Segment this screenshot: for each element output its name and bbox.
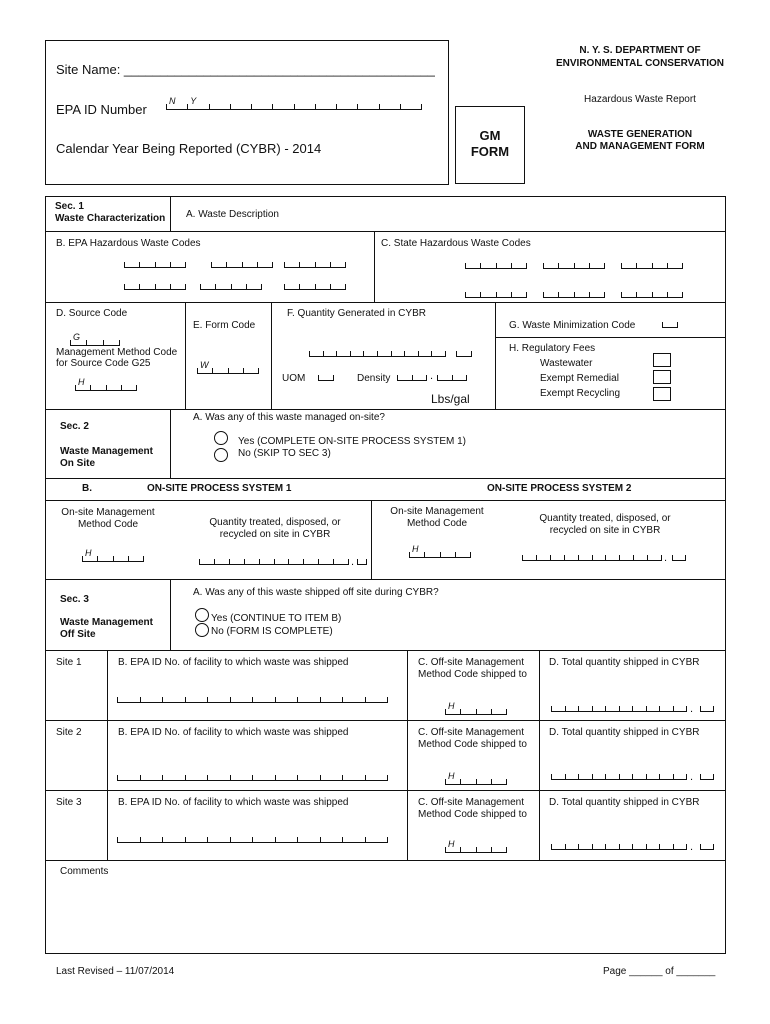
system1-h-prefix: H	[85, 548, 92, 558]
quantity-decimal-field[interactable]	[456, 347, 472, 357]
last-revised: Last Revised – 11/07/2014	[56, 966, 175, 977]
sec2-heading: Sec. 2	[60, 421, 89, 432]
epa-id-field[interactable]	[166, 96, 422, 110]
state-code-field[interactable]	[465, 288, 527, 298]
gm-form-line2: FORM	[470, 144, 510, 159]
site1-h-prefix: H	[448, 701, 455, 711]
source-code-prefix: G	[73, 332, 81, 342]
site1-offsite-field[interactable]	[445, 701, 507, 715]
system2-qty-label-2: recycled on site in CYBR	[549, 525, 661, 536]
density-fraction-field[interactable]	[437, 371, 467, 381]
density-whole-field[interactable]	[397, 371, 427, 381]
site3-epa-label: B. EPA ID No. of facility to which waste was shipped	[118, 797, 349, 808]
mgmt-method-field[interactable]	[75, 377, 137, 391]
sec3-line-1	[45, 720, 726, 721]
system1-mgmt-label-1: On-site Management	[61, 507, 155, 518]
site1-offsite-label-1: C. Off-site Management	[418, 657, 524, 668]
fee-option-recycling: Exempt Recycling	[540, 388, 621, 399]
system2-qty-label-1: Quantity treated, disposed, or	[539, 513, 671, 524]
sec3-line-2	[45, 790, 726, 791]
uom-label: UOM	[282, 373, 306, 384]
site3-epa-field[interactable]	[117, 833, 388, 843]
sec2-b-label: B.	[82, 483, 92, 494]
offsite-no-label: No (FORM IS COMPLETE)	[211, 626, 333, 637]
form-code-prefix: W	[200, 360, 209, 370]
epa-id-label: EPA ID Number	[56, 102, 147, 117]
comments-label: Comments	[60, 866, 109, 877]
sec3-heading: Sec. 3	[60, 594, 89, 605]
site3-offsite-label-1: C. Off-site Management	[418, 797, 524, 808]
system1-decimal-point: .	[351, 556, 355, 568]
reg-fees-label: H. Regulatory Fees	[509, 343, 596, 354]
epa-id-prefix-n: N	[169, 96, 176, 106]
sec1-row-line-2	[45, 302, 726, 303]
sec1-row-line-1	[45, 231, 726, 232]
mgmt-method-prefix: H	[78, 377, 85, 387]
system2-decimal-point: .	[664, 552, 668, 564]
comments-area[interactable]	[50, 880, 720, 950]
epa-id-prefix-y: Y	[190, 96, 197, 106]
system2-mgmt-field[interactable]	[409, 544, 471, 558]
waste-description-label[interactable]: A. Waste Description	[186, 209, 279, 220]
uom-field[interactable]	[318, 371, 334, 381]
offsite-total-divider	[539, 650, 540, 860]
site3-label: Site 3	[56, 797, 82, 808]
system2-qty-decimal[interactable]	[672, 551, 686, 561]
quantity-label: F. Quantity Generated in CYBR	[287, 308, 426, 319]
system2-heading: ON-SITE PROCESS SYSTEM 2	[487, 483, 632, 494]
sec3-subheading-1: Waste Management	[60, 617, 153, 628]
site1-epa-field[interactable]	[117, 693, 388, 703]
sec1-heading: Sec. 1	[55, 201, 84, 212]
site3-offsite-field[interactable]	[445, 839, 507, 853]
cybr-label: Calendar Year Being Reported (CYBR) - 2014	[56, 141, 322, 156]
site2-epa-label: B. EPA ID No. of facility to which waste was shipped	[118, 727, 349, 738]
sec2-subheading-1: Waste Management	[60, 446, 153, 457]
density-decimal-point: .	[430, 370, 434, 382]
site1-decimal-point: .	[690, 703, 694, 715]
system1-qty-label-2: recycled on site in CYBR	[219, 529, 331, 540]
sec1-subheading: Waste Characterization	[55, 213, 166, 224]
site2-total-label: D. Total quantity shipped in CYBR	[549, 727, 700, 738]
report-title: Hazardous Waste Report	[584, 94, 696, 105]
state-codes-label: C. State Hazardous Waste Codes	[381, 238, 531, 249]
epa-offsite-divider	[407, 650, 408, 860]
state-code-field[interactable]	[543, 288, 605, 298]
state-code-field[interactable]	[465, 259, 527, 269]
site1-total-decimal[interactable]	[700, 702, 714, 712]
form-code-label: E. Form Code	[193, 320, 256, 331]
form-code-field[interactable]	[197, 360, 259, 374]
fee-option-remedial: Exempt Remedial	[540, 373, 619, 384]
recycling-checkbox[interactable]	[653, 387, 671, 401]
waste-min-field[interactable]	[662, 318, 678, 328]
state-code-field[interactable]	[621, 259, 683, 269]
quantity-divider	[495, 302, 496, 410]
offsite-yes-radio[interactable]	[195, 608, 209, 622]
offsite-no-radio[interactable]	[195, 623, 209, 637]
site3-decimal-point: .	[690, 841, 694, 853]
sec2-divider	[170, 409, 171, 478]
dept-line1: N. Y. S. DEPARTMENT OF	[579, 45, 701, 56]
site2-total-field[interactable]	[551, 770, 687, 780]
sec2-line-1	[45, 478, 726, 479]
sec2-line-2	[45, 500, 726, 501]
epa-codes-label: B. EPA Hazardous Waste Codes	[56, 238, 201, 249]
sec3-line-3	[45, 860, 726, 861]
site2-decimal-point: .	[690, 771, 694, 783]
onsite-no-label: No (SKIP TO SEC 3)	[238, 448, 331, 459]
fee-option-wastewater: Wastewater	[540, 358, 593, 369]
epa-code-field[interactable]	[284, 258, 346, 268]
system2-mgmt-label-2: Method Code	[406, 518, 468, 529]
site2-epa-field[interactable]	[117, 771, 388, 781]
system1-mgmt-field[interactable]	[82, 548, 144, 562]
epa-code-field[interactable]	[211, 258, 273, 268]
sec3-line-0	[45, 650, 726, 651]
epa-code-field[interactable]	[124, 258, 186, 268]
lbs-gal-label: Lbs/gal	[431, 392, 470, 406]
gm-form-line1: GM	[479, 128, 501, 143]
site-name-label[interactable]: Site Name: ___________________________________________	[56, 62, 435, 77]
site3-h-prefix: H	[448, 839, 455, 849]
sec3-subheading-2: Off Site	[60, 629, 96, 640]
site1-label: Site 1	[56, 657, 82, 668]
codes-divider	[374, 231, 375, 303]
epa-code-field[interactable]	[284, 280, 346, 290]
density-label: Density	[357, 373, 391, 384]
system2-h-prefix: H	[412, 544, 419, 554]
site2-total-decimal[interactable]	[700, 770, 714, 780]
remedial-checkbox[interactable]	[653, 370, 671, 384]
site2-offsite-label-1: C. Off-site Management	[418, 727, 524, 738]
site3-total-label: D. Total quantity shipped in CYBR	[549, 797, 700, 808]
form-divider	[271, 302, 272, 410]
source-code-label: D. Source Code	[56, 308, 128, 319]
source-divider	[185, 302, 186, 410]
page-number: Page ______ of _______	[603, 966, 716, 977]
site2-label: Site 2	[56, 727, 82, 738]
wastewater-checkbox[interactable]	[653, 353, 671, 367]
quantity-field[interactable]	[309, 347, 446, 357]
epa-code-field[interactable]	[200, 280, 262, 290]
site3-total-decimal[interactable]	[700, 840, 714, 850]
site-label-divider	[107, 650, 108, 860]
state-code-field[interactable]	[621, 288, 683, 298]
form-title-line2: AND MANAGEMENT FORM	[575, 141, 705, 152]
offsite-question: A. Was any of this waste shipped off site during CYBR?	[193, 587, 439, 598]
sec2-subheading-2: On Site	[60, 458, 96, 469]
onsite-yes-radio[interactable]	[214, 431, 228, 445]
system1-qty-field[interactable]	[199, 555, 349, 565]
state-code-field[interactable]	[543, 259, 605, 269]
g-h-divider	[495, 337, 726, 338]
onsite-yes-label: Yes (COMPLETE ON-SITE PROCESS SYSTEM 1)	[238, 436, 467, 447]
system1-mgmt-label-2: Method Code	[77, 519, 139, 530]
onsite-question: A. Was any of this waste managed on-site?	[193, 412, 385, 423]
system1-qty-label-1: Quantity treated, disposed, or	[209, 517, 341, 528]
source-code-field[interactable]	[70, 332, 120, 346]
sec3-divider	[170, 579, 171, 650]
site3-total-field[interactable]	[551, 840, 687, 850]
system2-qty-field[interactable]	[522, 551, 662, 561]
system1-heading: ON-SITE PROCESS SYSTEM 1	[147, 483, 292, 494]
sec1-divider	[170, 196, 171, 232]
site2-offsite-field[interactable]	[445, 771, 507, 785]
dept-line2: ENVIRONMENTAL CONSERVATION	[556, 58, 724, 69]
site2-offsite-label-2: Method Code shipped to	[418, 739, 527, 750]
site1-total-label: D. Total quantity shipped in CYBR	[549, 657, 700, 668]
onsite-no-radio[interactable]	[214, 448, 228, 462]
system1-qty-decimal[interactable]	[357, 555, 367, 565]
site1-epa-label: B. EPA ID No. of facility to which waste was shipped	[118, 657, 349, 668]
mgmt-method-label-2: for Source Code G25	[56, 358, 151, 369]
system2-mgmt-label-1: On-site Management	[390, 506, 484, 517]
offsite-yes-label: Yes (CONTINUE TO ITEM B)	[211, 613, 342, 624]
site3-offsite-label-2: Method Code shipped to	[418, 809, 527, 820]
site1-offsite-label-2: Method Code shipped to	[418, 669, 527, 680]
epa-code-field[interactable]	[124, 280, 186, 290]
waste-min-label: G. Waste Minimization Code	[509, 320, 636, 331]
site1-total-field[interactable]	[551, 702, 687, 712]
sec2-system-divider	[371, 500, 372, 580]
site2-h-prefix: H	[448, 771, 455, 781]
mgmt-method-label-1: Management Method Code	[56, 347, 178, 358]
form-title-line1: WASTE GENERATION	[587, 129, 693, 140]
